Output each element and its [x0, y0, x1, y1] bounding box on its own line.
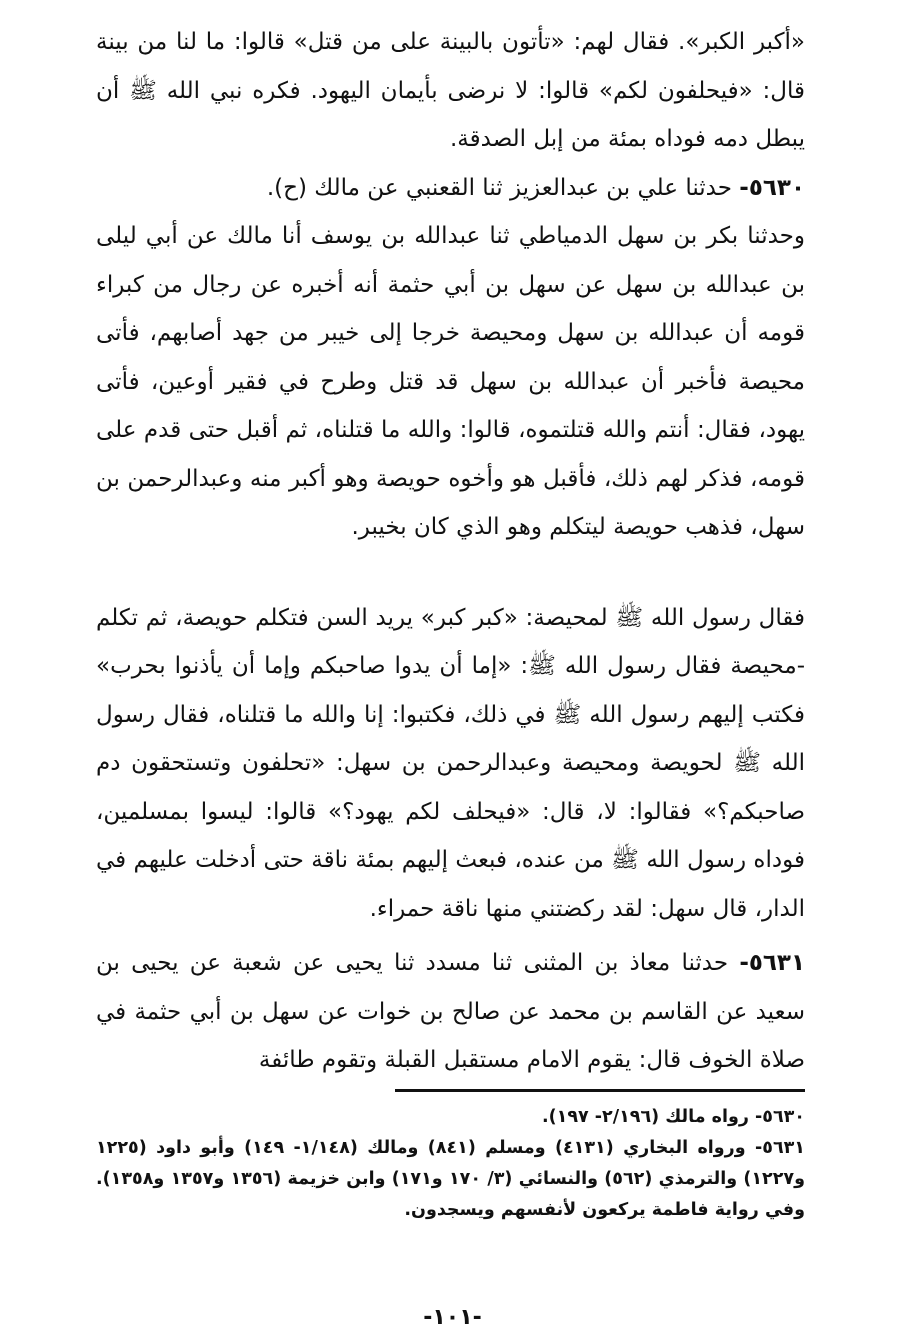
- hadith-5631: [96, 939, 805, 1085]
- hadith-number: ٥٦٣٠-: [739, 174, 805, 201]
- hadith-5630: [96, 164, 805, 213]
- hadith-text: حدثنا علي بن عبدالعزيز ثنا القعنبي عن مالك (ح).: [266, 174, 732, 201]
- footnote-5630: ٥٦٣٠- رواه مالك (٢/١٩٦- ١٩٧).: [541, 1106, 805, 1127]
- paragraph-continuation: «أكبر الكبر». فقال لهم: «تأتون بالبينة على من قتل» قالوا: ما لنا من بينة قال: «فيحلفون لكم» قالوا: لا نرضى بأيمان اليهود. فكره نبي الله ﷺ أن يبطل دمه فوداه بمئة من إبل الصدقة.: [96, 29, 805, 152]
- paragraph-isnad: وحدثنا بكر بن سهل الدمياطي ثنا عبدالله بن يوسف أنا مالك عن أبي ليلى بن عبدالله بن سهل عن سهل بن أبي حثمة أنه أخبره عن رجال من كبراء قومه أن عبدالله بن سهل ومحيصة خرجا إلى خيبر من جهد أصابهم، فأتى محيصة فأخبر أن عبدالله بن سهل قد قتل وطرح في فقير أوعين، فأتى يهود، فقال: أنتم والله قتلتموه، قالوا: والله ما قتلناه، ثم أقبل حتى قدم على قومه، فذكر لهم ذلك، فأقبل هو وأخوه حويصة وهو أكبر منه وعبدالرحمن بن سهل، فذهب حويصة ليتكلم وهو الذي كان بخيبر.: [96, 223, 805, 540]
- hadith-number: ٥٦٣١-: [739, 950, 806, 976]
- main-text: [96, 18, 805, 1085]
- page-number: -١٠١-: [423, 1305, 482, 1330]
- footnotes: [96, 1102, 805, 1226]
- paragraph-narration: فقال رسول الله ﷺ لمحيصة: «كبر كبر» يريد السن فتكلم حويصة، ثم تكلم -محيصة فقال رسول الله ﷺ: «إما أن يدوا صاحبكم وإما أن يأذنوا بحرب» فكتب إليهم رسول الله ﷺ في ذلك، فكتبوا: إنا والله ما قتلناه، فقال رسول الله ﷺ لحويصة ومحيصة وعبدالرحمن بن سهل: «تحلفون وتستحقون دم صاحبكم؟» فقالوا: لا، قال: «فيحلف لكم يهود؟» قالوا: ليسوا بمسلمين، فوداه رسول الله ﷺ من عنده، فبعث إليهم بمئة ناقة حتى أدخلت عليهم في الدار، قال سهل: لقد ركضتني منها ناقة حمراء.: [96, 604, 805, 922]
- footnote-5631: ٥٦٣١- ورواه البخاري (٤١٣١) ومسلم (٨٤١) ومالك (١/١٤٨- ١٤٩) وأبو داود (١٢٢٥ و١٢٢٧) والترمذي (٥٦٢) والنسائي (٣/ ١٧٠ و١٧١) وابن خزيمة (١٣٥٦ و١٣٥٧ و١٣٥٨). وفي رواية فاطمة يركعون لأنفسهم ويسجدون.: [96, 1137, 805, 1220]
- hadith-text: حدثنا معاذ بن المثنى ثنا مسدد ثنا يحيى عن شعبة عن يحيى بن سعيد عن القاسم بن محمد عن صالح بن خوات عن سهل بن أبي حثمة في صلاة الخوف قال: يقوم الامام مستقبل القبلة وتقوم طائفة: [96, 950, 805, 1073]
- footnote-separator: [395, 1089, 805, 1092]
- paragraph-gap: [96, 552, 805, 594]
